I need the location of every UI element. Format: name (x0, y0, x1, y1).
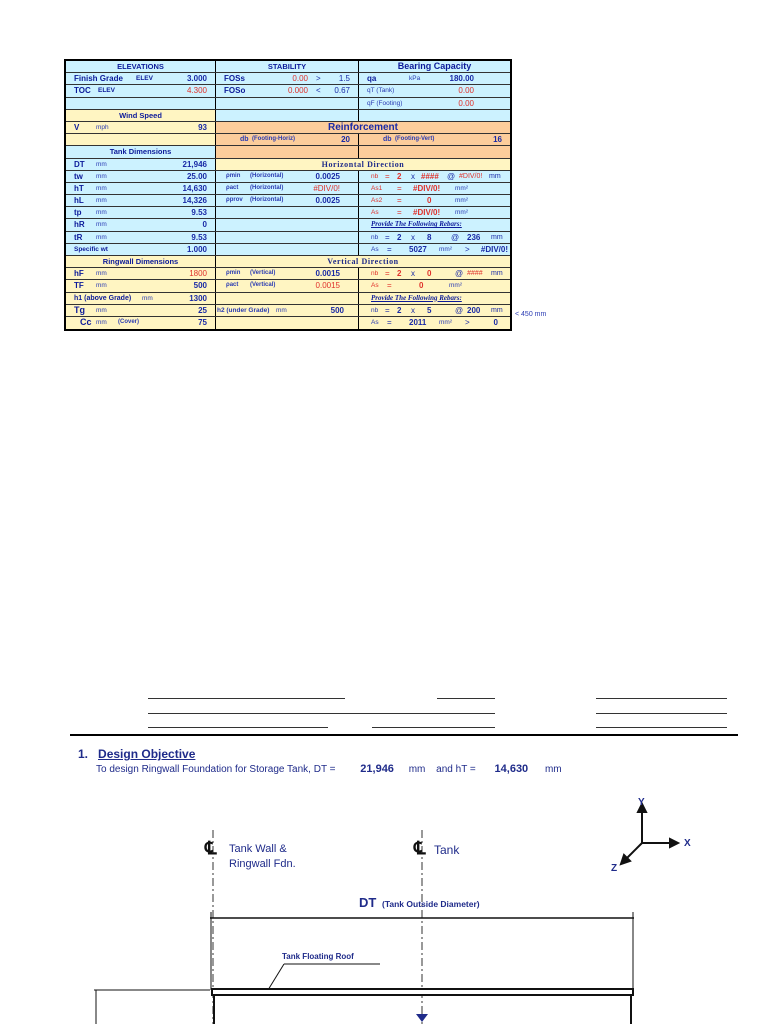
signature-line (596, 727, 727, 728)
tank-row[interactable]: tR mm 9.53 (66, 232, 216, 243)
ringwall-row[interactable]: TF mm 500 (66, 280, 216, 291)
ringwall-row[interactable]: Cc mm (Cover) 75 (66, 317, 216, 329)
design-spreadsheet (64, 59, 512, 331)
signature-line (148, 713, 495, 714)
ringwall-row[interactable]: h1 (above Grade) mm 1300 (66, 293, 216, 304)
finish-grade-cell[interactable]: Finish Grade ELEV 3.000 (66, 73, 216, 84)
prov-nb-vert-line[interactable]: nb = 2 x 5 @ 200 mm (359, 305, 510, 316)
nb-horiz-line[interactable]: nb = 2 x #### @ #DIV/0! mm (359, 171, 510, 182)
qt-cell[interactable]: qT (Tank) 0.00 (359, 85, 510, 96)
tank-row[interactable]: DT mm 21,946 (66, 159, 216, 170)
liquid-level-icon (416, 1014, 428, 1022)
as2-horiz[interactable]: As2 = 0 mm² (359, 195, 510, 206)
vertical-direction-header: Vertical Direction (216, 256, 510, 267)
rho-act-horiz-cell[interactable]: ρact (Horizontal) #DIV/0! (216, 183, 359, 194)
ringwall-row[interactable]: Tg mm 25 (66, 305, 216, 316)
tank-row[interactable]: hR mm 0 (66, 219, 216, 230)
spacing-limit-note: < 450 mm (515, 311, 547, 318)
design-objective-text: To design Ringwall Foundation for Storage Tank, DT = 21,946 mm and hT = 14,630 mm (96, 763, 562, 775)
fos-o-cell[interactable]: FOSo 0.000 < 0.67 (216, 85, 359, 96)
section-heading: 1. Design Objective (78, 747, 196, 761)
tank-row[interactable]: hL mm 14,326 (66, 195, 216, 206)
as-horiz[interactable]: As = #DIV/0! mm² (359, 207, 510, 218)
rho-min-horiz-cell[interactable]: ρmin (Horizontal) 0.0025 (216, 171, 359, 182)
db-horiz-cell[interactable]: db (Footing-Horiz) 20 (216, 134, 359, 145)
tank-dimensions-header: Tank Dimensions (66, 146, 216, 157)
tank-row[interactable]: tp mm 9.53 (66, 207, 216, 218)
rho-act-vert-cell[interactable]: ρact (Vertical) 0.0015 (216, 280, 359, 291)
bearing-header: Bearing Capacity (359, 61, 510, 72)
qa-cell[interactable]: qa kPa 180.00 (359, 73, 510, 84)
prov-as-vert[interactable]: As = 2011 mm² > 0 (359, 317, 510, 329)
tank-row[interactable]: hT mm 14,630 (66, 183, 216, 194)
horizontal-direction-header: Horizontal Direction (216, 159, 510, 170)
ringwall-dimensions-header: Ringwall Dimensions (66, 256, 216, 267)
nb-vert-line[interactable]: nb = 2 x 0 @ #### mm (359, 268, 510, 279)
qf-cell[interactable]: qF (Footing) 0.00 (359, 98, 510, 109)
rho-min-vert-cell[interactable]: ρmin (Vertical) 0.0015 (216, 268, 359, 279)
tank-row[interactable]: tw mm 25.00 (66, 171, 216, 182)
signature-line (148, 698, 345, 699)
ringwall-row[interactable]: hF mm 1800 (66, 268, 216, 279)
centerline-icon: ℄ (205, 838, 217, 858)
tank-row[interactable]: Specific wt 1.000 (66, 244, 216, 255)
floating-roof-label: Tank Floating Roof (282, 952, 354, 961)
as1-horiz[interactable]: As1 = #DIV/0! mm² (359, 183, 510, 194)
finish-grade-value: 3.000 (186, 74, 207, 84)
centerline-icon: ℄ (414, 838, 426, 858)
signature-line (372, 727, 495, 728)
stability-header: STABILITY (216, 61, 359, 72)
ht-value: 14,630 (494, 763, 529, 775)
prov-nb-horiz-line[interactable]: nb = 2 x 8 @ 236 mm (359, 232, 510, 243)
signature-line (437, 698, 495, 699)
fos-s-cell[interactable]: FOSs 0.00 > 1.5 (216, 73, 359, 84)
provide-rebars-horiz-title: Provide The Following Rebars: (371, 220, 462, 229)
elevations-header: ELEVATIONS (66, 61, 216, 72)
signature-line (148, 727, 328, 728)
dt-value: 21,946 (360, 763, 394, 775)
section-divider (70, 734, 738, 736)
provide-rebars-vert-title: Provide The Following Rebars: (371, 293, 462, 302)
axis-triad-icon (621, 804, 678, 864)
rho-prov-horiz-cell[interactable]: ρprov (Horizontal) 0.0025 (216, 195, 359, 206)
signature-line (596, 698, 727, 699)
toc-cell[interactable]: TOC ELEV 4.300 (66, 85, 216, 96)
h2-cell[interactable]: h2 (under Grade) mm 500 (216, 305, 359, 316)
wind-speed-cell[interactable]: V mph 93 (66, 122, 216, 133)
prov-as-horiz[interactable]: As = 5027 mm² > #DIV/0! (359, 244, 510, 255)
reinforcement-header: Reinforcement (216, 122, 510, 133)
signature-line (596, 713, 727, 714)
db-vert-cell[interactable]: db (Footing-Vert) 16 (359, 134, 510, 145)
section-title: Design Objective (98, 747, 196, 761)
wind-header: Wind Speed (66, 110, 216, 121)
as-vert[interactable]: As = 0 mm² (359, 280, 510, 291)
